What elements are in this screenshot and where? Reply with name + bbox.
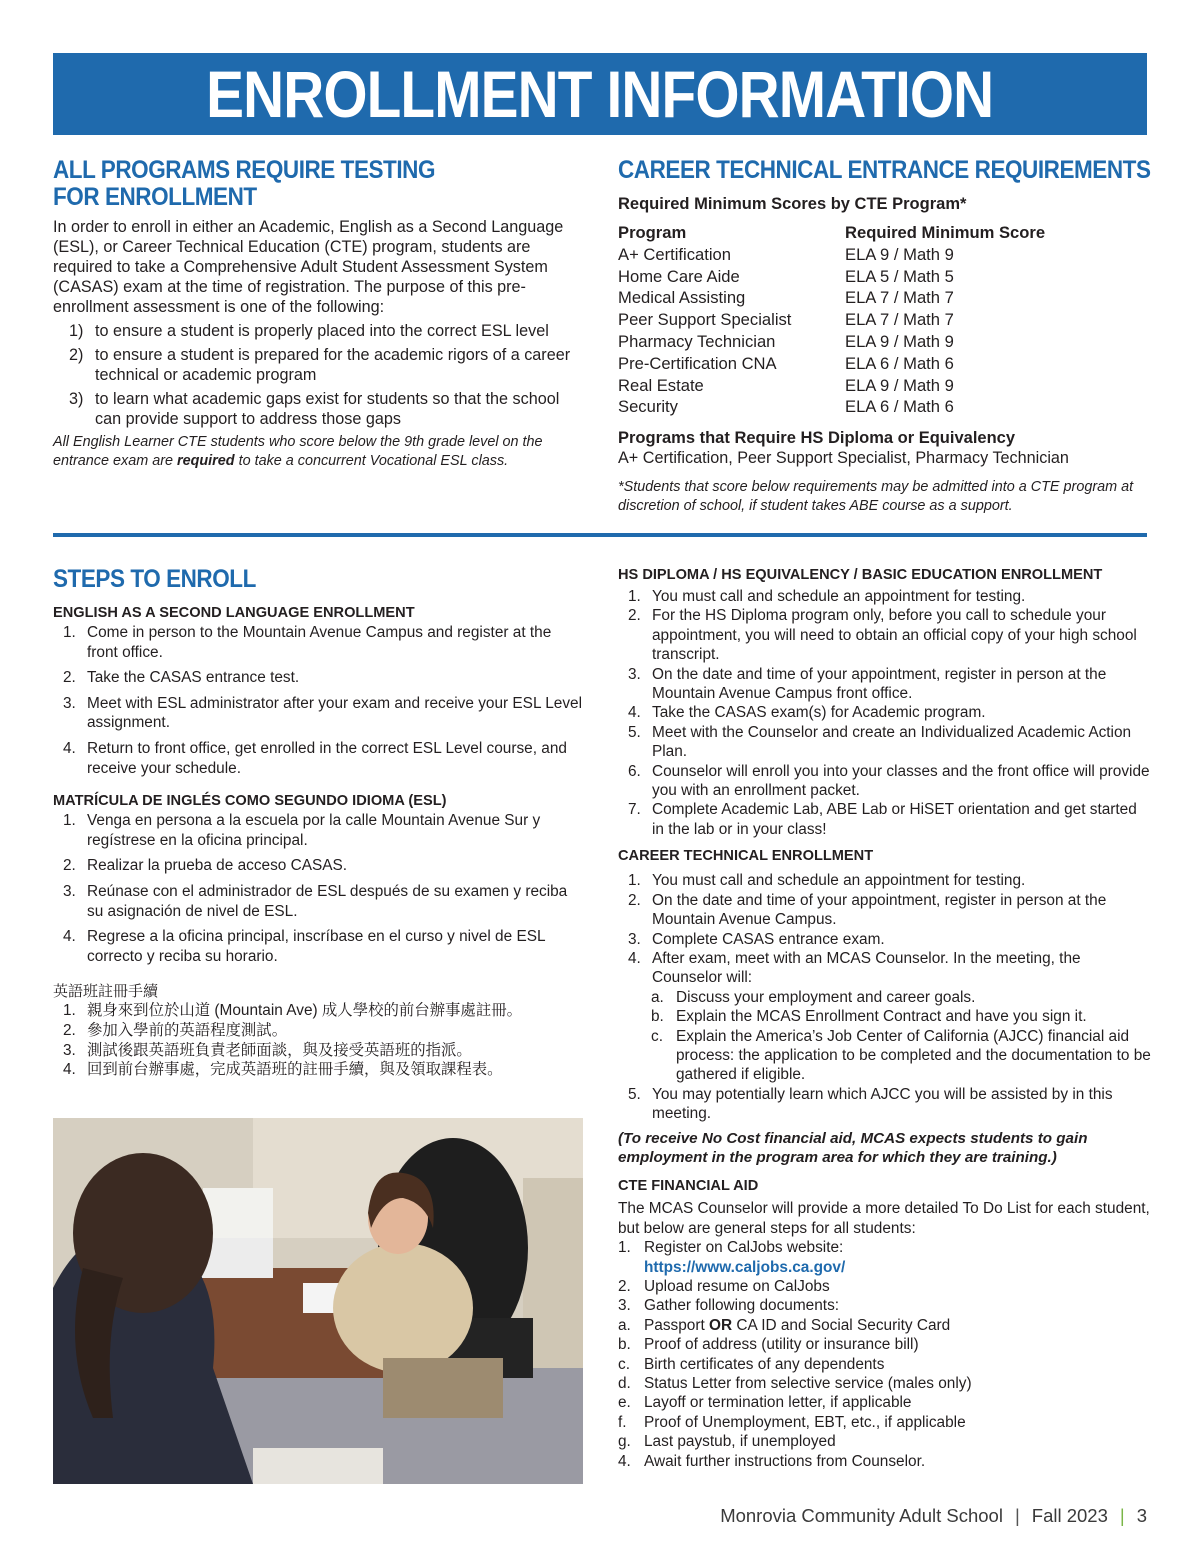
section-divider bbox=[53, 533, 1147, 537]
esl-steps-list bbox=[53, 623, 583, 778]
diploma-programs: A+ Certification, Peer Support Specialist, Pharmacy Technician bbox=[618, 449, 1069, 468]
list-item: g. Last paystub, if unemployed bbox=[618, 1433, 836, 1451]
page-number: 3 bbox=[1136, 1505, 1147, 1526]
list-item: 3. Meet with ESL administrator after your exam and receive your ESL Level assignment. bbox=[63, 694, 583, 732]
list-item: c. Birth certificates of any dependents bbox=[618, 1355, 885, 1373]
spanish-steps-list bbox=[53, 811, 583, 966]
table-row: Peer Support Specialist ELA 7 / Math 7 bbox=[618, 310, 954, 330]
table-row: Pre-Certification CNA ELA 6 / Math 6 bbox=[618, 353, 954, 373]
list-item: a. Discuss your employment and career goals. bbox=[651, 988, 976, 1006]
financial-aid-note: (To receive No Cost financial aid, MCAS expects students to gain employment in the program area for which they are training.) bbox=[618, 1129, 1088, 1166]
cte-scores-subheading: Required Minimum Scores by CTE Program* bbox=[618, 195, 967, 213]
list-item: 1. You must call and schedule an appointment for testing. bbox=[628, 588, 1026, 605]
spanish-enrollment-heading: MATRÍCULA DE INGLÉS COMO SEGUNDO IDIOMA (ESL) bbox=[53, 793, 447, 810]
list-item: 3. Reúnase con el administrador de ESL después de su examen y reciba su asignación de nivel de ESL. bbox=[63, 882, 568, 920]
footer-accent-divider: | bbox=[1119, 1505, 1125, 1526]
list-item: 2. Realizar la prueba de acceso CASAS. bbox=[63, 857, 348, 875]
cte-footnote: *Students that score below requirements may be admitted into a CTE program at discretion of school, if student takes ABE course as a support. bbox=[618, 479, 1134, 515]
list-item: 3. Complete CASAS entrance exam. bbox=[628, 930, 885, 948]
season: Fall 2023 bbox=[1031, 1505, 1108, 1526]
esl-note: All English Learner CTE students who score below the 9th grade level on the entrance exam are required to take a concurrent Vocational ESL class. bbox=[53, 434, 543, 469]
counselor-tasks-list bbox=[618, 988, 1153, 1085]
financial-aid-steps bbox=[618, 1238, 1153, 1316]
list-item: 6. Counselor will enroll you into your classes and the front office will provide you with an enrollment packet. bbox=[628, 762, 1150, 800]
table-row: Home Care Aide ELA 5 / Math 5 bbox=[618, 266, 954, 286]
table-row: A+ Certification ELA 9 / Math 9 bbox=[618, 244, 954, 264]
list-item: e. Layoff or termination letter, if applicable bbox=[618, 1394, 912, 1412]
column-header: Required Minimum Score bbox=[845, 223, 1046, 242]
list-item: 4. Return to front office, get enrolled in the correct ESL Level course, and receive your schedule. bbox=[63, 739, 567, 777]
list-item: 1. You must call and schedule an appointment for testing. bbox=[628, 872, 1026, 890]
office-photo bbox=[53, 1118, 583, 1484]
table-row: Real Estate ELA 9 / Math 9 bbox=[618, 375, 954, 395]
footer-divider: | bbox=[1014, 1505, 1020, 1526]
list-item: 2. Take the CASAS entrance test. bbox=[63, 669, 300, 687]
page-footer bbox=[720, 1505, 1147, 1527]
right-steps-section bbox=[618, 566, 1153, 1471]
chinese-steps-list bbox=[53, 1001, 583, 1079]
list-item: a. Passport OR CA ID and Social Security Card bbox=[618, 1316, 951, 1334]
list-item: 4. Regrese a la oficina principal, inscríbase en el curso y nivel de ESL correcto y reciba su horario. bbox=[63, 928, 545, 965]
testing-list bbox=[53, 321, 583, 429]
list-item: 2. For the HS Diploma program only, before you call to schedule your appointment, you will need to obtain an official copy of your high school transcript. bbox=[628, 607, 1137, 664]
list-item: b. Proof of address (utility or insurance bill) bbox=[618, 1336, 919, 1354]
financial-aid-steps-continued bbox=[618, 1452, 1153, 1471]
list-item: 1. Come in person to the Mountain Avenue Campus and register at the front office. bbox=[63, 624, 552, 661]
career-enrollment-heading: CAREER TECHNICAL ENROLLMENT bbox=[618, 848, 874, 865]
list-item: 2. 參加入學前的英語程度測試。 bbox=[63, 1021, 288, 1039]
list-item: 3) to learn what academic gaps exist for students so that the school can provide support to address those gaps bbox=[69, 390, 560, 428]
career-steps-list-continued bbox=[618, 1085, 1153, 1124]
list-item: f. Proof of Unemployment, EBT, etc., if applicable bbox=[618, 1413, 966, 1431]
list-item: 4. Take the CASAS exam(s) for Academic program. bbox=[628, 704, 986, 722]
list-item: 4. Await further instructions from Counselor. bbox=[618, 1452, 926, 1470]
testing-intro: In order to enroll in either an Academic, English as a Second Language (ESL), or Career Technical Education (CTE) program, students are required to take a Comprehensive Adult Student Assessment System (CASAS) exam at the time of registration. The purpose of this pre-enrollment assessment is one of the following: bbox=[53, 218, 564, 316]
career-steps-list bbox=[618, 871, 1153, 987]
chinese-enrollment-heading: 英語班註冊手續 bbox=[53, 983, 159, 1001]
cte-financial-aid-heading: CTE FINANCIAL AID bbox=[618, 1178, 759, 1195]
cte-requirements-section bbox=[618, 156, 1151, 516]
caljobs-link[interactable]: https://www.caljobs.ca.gov/ bbox=[644, 1258, 846, 1276]
diploma-heading: Programs that Require HS Diploma or Equivalency bbox=[618, 429, 1016, 448]
list-item: c. Explain the America’s Job Center of California (AJCC) financial aid process: the application to be completed and the documentation to be gathered if eligible. bbox=[651, 1027, 1151, 1084]
list-item: 1. Venga en persona a la escuela por la calle Mountain Avenue Sur y regístrese en la oficina principal. bbox=[63, 812, 541, 849]
steps-section bbox=[53, 566, 583, 1080]
documents-list bbox=[618, 1316, 1153, 1452]
cte-scores-table bbox=[618, 222, 1045, 418]
table-row: Medical Assisting ELA 7 / Math 7 bbox=[618, 288, 954, 308]
list-item: 1. Register on CalJobs website: https://www.caljobs.ca.gov/ bbox=[618, 1239, 846, 1276]
table-row: Security ELA 6 / Math 6 bbox=[618, 397, 954, 417]
list-item: 1) to ensure a student is properly placed into the correct ESL level bbox=[69, 322, 549, 340]
list-item: 3. 測試後跟英語班負責老師面談，與及接受英語班的指派。 bbox=[63, 1041, 472, 1059]
list-item: 5. You may potentially learn which AJCC you will be assisted by in this meeting. bbox=[628, 1085, 1113, 1123]
list-item: 2) to ensure a student is prepared for the academic rigors of a career technical or academic program bbox=[69, 346, 571, 384]
financial-aid-section bbox=[618, 1199, 1153, 1471]
financial-aid-intro: The MCAS Counselor will provide a more detailed To Do List for each student, but below are general steps for all students: bbox=[618, 1200, 1150, 1237]
school-name: Monrovia Community Adult School bbox=[720, 1505, 1003, 1526]
cte-requirements-heading: CAREER TECHNICAL ENTRANCE REQUIREMENTS bbox=[618, 156, 1151, 184]
table-row: Pharmacy Technician ELA 9 / Math 9 bbox=[618, 331, 954, 351]
esl-enrollment-heading: ENGLISH AS A SECOND LANGUAGE ENROLLMENT bbox=[53, 605, 415, 621]
testing-heading: ALL PROGRAMS REQUIRE TESTING FOR ENROLLMENT bbox=[53, 156, 436, 211]
list-item: 3. On the date and time of your appointment, register in person at the Mountain Avenue Campus front office. bbox=[628, 665, 1107, 703]
list-item: 2. On the date and time of your appointment, register in person at the Mountain Avenue Campus. bbox=[628, 891, 1107, 929]
page-title: ENROLLMENT INFORMATION bbox=[206, 57, 994, 131]
list-item: b. Explain the MCAS Enrollment Contract and have you sign it. bbox=[651, 1008, 1087, 1026]
list-item: 7. Complete Academic Lab, ABE Lab or HiSET orientation and get started in the lab or in your class! bbox=[628, 801, 1137, 838]
column-header: Program bbox=[618, 223, 687, 242]
steps-heading: STEPS TO ENROLL bbox=[53, 565, 256, 593]
counseling-scene-illustration bbox=[53, 1118, 583, 1484]
hs-enrollment-heading: HS DIPLOMA / HS EQUIVALENCY / BASIC EDUCATION ENROLLMENT bbox=[618, 567, 1103, 583]
list-item: 2. Upload resume on CalJobs bbox=[618, 1278, 830, 1295]
list-item: 4. 回到前台辦事處，完成英語班的註冊手續，與及領取課程表。 bbox=[63, 1061, 503, 1079]
list-item: 3. Gather following documents: bbox=[618, 1297, 840, 1315]
list-item: d. Status Letter from selective service (males only) bbox=[618, 1375, 972, 1393]
list-item: 5. Meet with the Counselor and create an Individualized Academic Action Plan. bbox=[628, 723, 1132, 761]
list-item: 4. After exam, meet with an MCAS Counselor. In the meeting, the Counselor will: bbox=[628, 949, 1081, 987]
list-item: 1. 親身來到位於山道 (Mountain Ave) 成人學校的前台辦事處註冊。 bbox=[63, 1002, 522, 1020]
hs-steps-list bbox=[618, 587, 1153, 839]
page-banner bbox=[53, 53, 1147, 135]
testing-section bbox=[53, 157, 583, 471]
